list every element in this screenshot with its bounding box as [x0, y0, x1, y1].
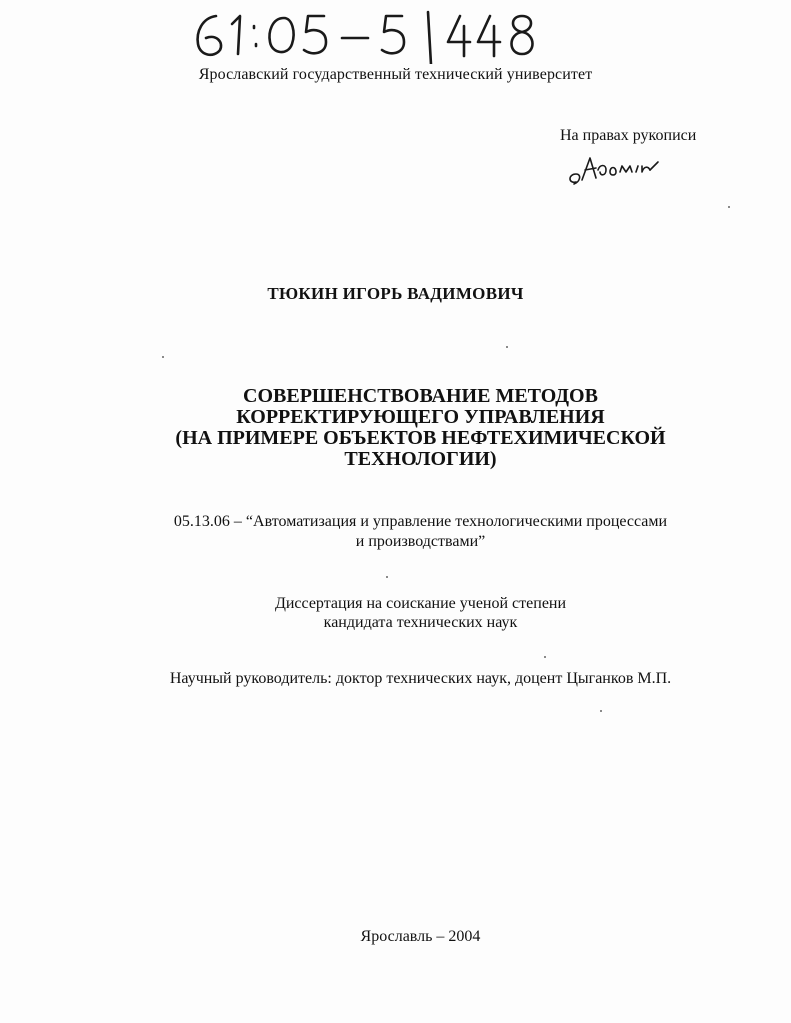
title-line: КОРРЕКТИРУЮЩЕГО УПРАВЛЕНИЯ	[236, 406, 605, 428]
scan-speck	[162, 356, 164, 358]
specialty-line: и производствами”	[355, 533, 486, 550]
scientific-supervisor: Научный руководитель: доктор технических наук, доцент Цыганков М.П.	[169, 670, 672, 687]
title-line: СОВЕРШЕНСТВОВАНИЕ МЕТОДОВ	[243, 385, 598, 407]
degree-line: кандидата технических наук	[323, 614, 518, 631]
scan-speck	[728, 206, 730, 208]
dissertation-title	[0, 386, 791, 470]
scan-speck	[600, 710, 602, 712]
scan-speck	[544, 656, 546, 658]
scan-speck	[506, 346, 508, 348]
manuscript-rights-note: На правах рукописи	[560, 127, 697, 144]
city-and-year: Ярославль – 2004	[360, 928, 481, 945]
author-signature	[566, 150, 662, 190]
degree-statement	[0, 594, 791, 632]
scan-speck	[386, 576, 388, 578]
handwritten-catalog-number	[192, 8, 552, 64]
title-line: (НА ПРИМЕРЕ ОБЪЕКТОВ НЕФТЕХИМИЧЕСКОЙ	[175, 427, 666, 449]
specialty-code	[0, 512, 791, 552]
author-name: ТЮКИН ИГОРЬ ВАДИМОВИЧ	[267, 284, 524, 303]
title-line: ТЕХНОЛОГИИ)	[344, 448, 497, 470]
degree-line: Диссертация на соискание ученой степени	[274, 595, 567, 612]
university-name: Ярославский государственный технический университет	[198, 66, 593, 83]
specialty-line: 05.13.06 – “Автоматизация и управление технологическими процессами	[173, 513, 668, 530]
